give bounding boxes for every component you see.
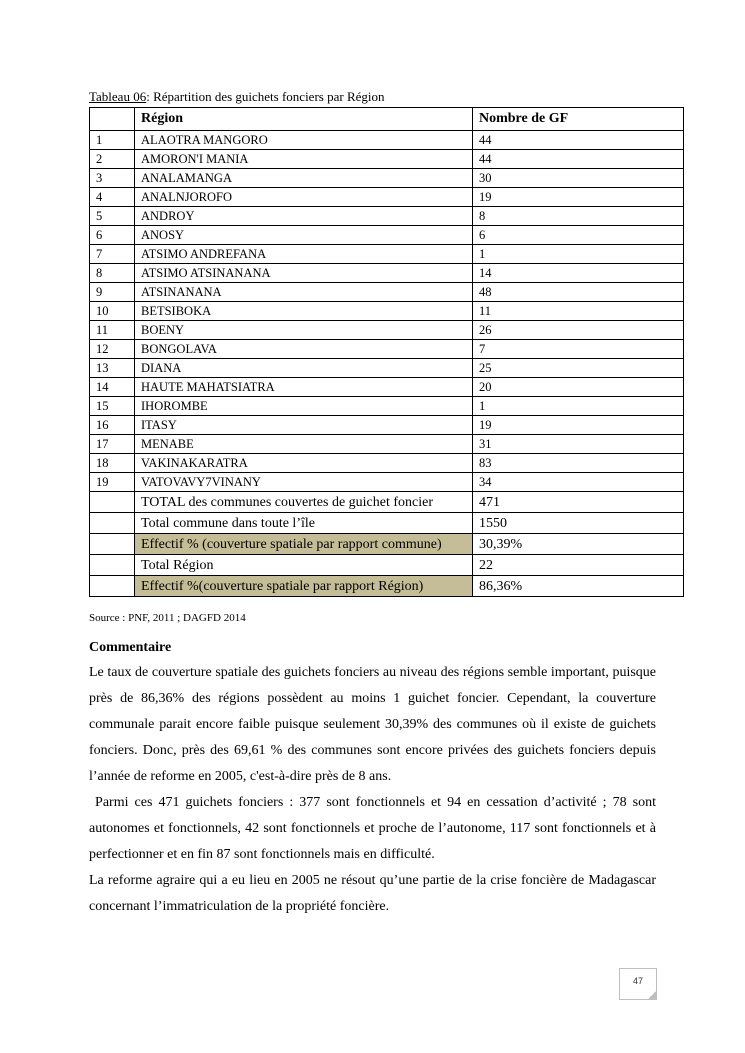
table-row: [90, 226, 684, 245]
page-fold-icon: [647, 990, 657, 1000]
table-row: [90, 454, 684, 473]
row-index: 5: [90, 207, 135, 226]
table-row: [90, 340, 684, 359]
row-count: 26: [473, 321, 684, 340]
row-count: 44: [473, 150, 684, 169]
table-summary: [90, 492, 684, 597]
row-count: 83: [473, 454, 684, 473]
table-row: [90, 359, 684, 378]
summary-empty-cell: [90, 513, 135, 534]
summary-row: [90, 555, 684, 576]
summary-empty-cell: [90, 492, 135, 513]
row-index: 18: [90, 454, 135, 473]
row-index: 16: [90, 416, 135, 435]
table-row: [90, 264, 684, 283]
row-index: 3: [90, 169, 135, 188]
row-index: 13: [90, 359, 135, 378]
row-region: AMORON'I MANIA: [135, 150, 473, 169]
row-count: 34: [473, 473, 684, 492]
summary-label: TOTAL des communes couvertes de guichet foncier: [135, 492, 473, 513]
comment-paragraph: La reforme agraire qui a eu lieu en 2005 ne résout qu’une partie de la crise foncière de Madagascar concernant l’immatriculation de la propriété foncière.: [89, 873, 667, 914]
row-region: ANOSY: [135, 226, 473, 245]
row-count: 25: [473, 359, 684, 378]
row-index: 12: [90, 340, 135, 359]
row-count: 48: [473, 283, 684, 302]
row-region: DIANA: [135, 359, 473, 378]
summary-value: 471: [473, 492, 684, 513]
row-count: 19: [473, 188, 684, 207]
row-region: VAKINAKARATRA: [135, 454, 473, 473]
summary-value: 1550: [473, 513, 684, 534]
row-index: 14: [90, 378, 135, 397]
comment-body: [89, 660, 667, 920]
summary-label: Effectif %(couverture spatiale par rapport Région): [135, 576, 473, 597]
table-caption-label: Tableau 06: [89, 89, 147, 104]
row-count: 14: [473, 264, 684, 283]
row-count: 7: [473, 340, 684, 359]
row-index: 17: [90, 435, 135, 454]
row-region: BONGOLAVA: [135, 340, 473, 359]
table-row: [90, 397, 684, 416]
row-index: 4: [90, 188, 135, 207]
summary-label: Total commune dans toute l’île: [135, 513, 473, 534]
table-body: [90, 131, 684, 492]
table-row: [90, 321, 684, 340]
header-index: [90, 108, 135, 131]
summary-value: 86,36%: [473, 576, 684, 597]
row-region: ITASY: [135, 416, 473, 435]
row-index: 15: [90, 397, 135, 416]
row-index: 19: [90, 473, 135, 492]
page-number: [619, 968, 657, 1000]
table-row: [90, 188, 684, 207]
summary-value: 30,39%: [473, 534, 684, 555]
row-region: BOENY: [135, 321, 473, 340]
row-count: 11: [473, 302, 684, 321]
table-row: [90, 150, 684, 169]
row-count: 1: [473, 397, 684, 416]
source-note: Source : PNF, 2011 ; DAGFD 2014: [89, 612, 246, 624]
table-row: [90, 245, 684, 264]
row-count: 20: [473, 378, 684, 397]
row-region: HAUTE MAHATSIATRA: [135, 378, 473, 397]
row-index: 7: [90, 245, 135, 264]
table-header-row: [90, 108, 684, 131]
table-row: [90, 435, 684, 454]
summary-row: [90, 534, 684, 555]
summary-empty-cell: [90, 555, 135, 576]
table-caption: [89, 89, 385, 105]
table-row: [90, 378, 684, 397]
row-region: VATOVAVY7VINANY: [135, 473, 473, 492]
table-caption-text: : Répartition des guichets fonciers par Région: [146, 89, 385, 104]
row-region: MENABE: [135, 435, 473, 454]
summary-value: 22: [473, 555, 684, 576]
table-row: [90, 283, 684, 302]
row-region: ANDROY: [135, 207, 473, 226]
row-region: ATSIMO ATSINANANA: [135, 264, 473, 283]
comment-heading: Commentaire: [89, 640, 172, 655]
comment-paragraph: Le taux de couverture spatiale des guichets fonciers au niveau des régions semble important, puisque près de 86,36% des régions possèdent au moins 1 guichet foncier. Cependant, la couverture communale parait encore faible puisque seulement 30,39% des communes où il existe de guichets fonciers. Donc, près des 69,61 % des communes sont encore privées des guichets fonciers depuis l’année de reforme en 2005, c'est-à-dire près de 8 ans.: [89, 665, 656, 784]
table-row: [90, 302, 684, 321]
row-index: 10: [90, 302, 135, 321]
page-number-text: 47: [632, 976, 643, 986]
row-region: ATSINANANA: [135, 283, 473, 302]
row-region: ATSIMO ANDREFANA: [135, 245, 473, 264]
row-region: BETSIBOKA: [135, 302, 473, 321]
table-row: [90, 131, 684, 150]
row-index: 2: [90, 150, 135, 169]
summary-empty-cell: [90, 534, 135, 555]
row-count: 6: [473, 226, 684, 245]
row-index: 8: [90, 264, 135, 283]
summary-empty-cell: [90, 576, 135, 597]
row-region: ANALNJOROFO: [135, 188, 473, 207]
row-count: 19: [473, 416, 684, 435]
row-index: 6: [90, 226, 135, 245]
row-region: ALAOTRA MANGORO: [135, 131, 473, 150]
table-row: [90, 473, 684, 492]
summary-label: Total Région: [135, 555, 473, 576]
summary-row: [90, 576, 684, 597]
region-table: [89, 107, 684, 597]
row-count: 1: [473, 245, 684, 264]
table-row: [90, 207, 684, 226]
row-index: 11: [90, 321, 135, 340]
summary-row: [90, 492, 684, 513]
table-row: [90, 169, 684, 188]
row-count: 30: [473, 169, 684, 188]
summary-label: Effectif % (couverture spatiale par rapport commune): [135, 534, 473, 555]
row-count: 8: [473, 207, 684, 226]
row-count: 44: [473, 131, 684, 150]
row-region: ANALAMANGA: [135, 169, 473, 188]
table-row: [90, 416, 684, 435]
comment-paragraph: Parmi ces 471 guichets fonciers : 377 sont fonctionnels et 94 en cessation d’activité ; 78 sont autonomes et fonctionnels, 42 sont fonctionnels et proche de l’autonome, 117 sont fonctionnels et à perfectionner et en fin 87 sont fonctionnels mais en difficulté.: [89, 795, 660, 862]
header-region: Région: [135, 108, 473, 131]
row-index: 9: [90, 283, 135, 302]
row-index: 1: [90, 131, 135, 150]
summary-row: [90, 513, 684, 534]
row-count: 31: [473, 435, 684, 454]
header-count: Nombre de GF: [473, 108, 684, 131]
row-region: IHOROMBE: [135, 397, 473, 416]
